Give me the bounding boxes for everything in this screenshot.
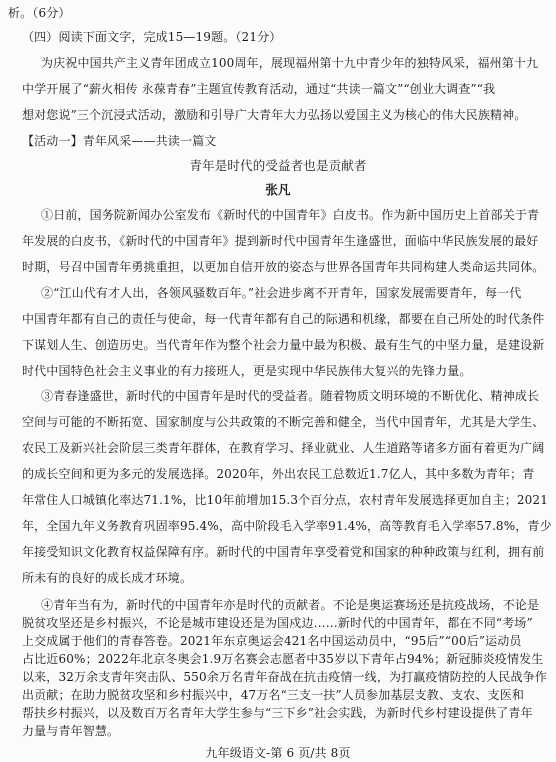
paragraph-4-line-2: 脱贫攻坚还是乡村振兴，不论是城市建设还是为国戍边……新时代的中国青年，都在不同“考场” [22,616,533,630]
paragraph-2-line-1: ②“江山代有才人出，各领风骚数百年。”社会进步离不开青年，国家发展需要青年，每一代 [41,286,522,300]
paragraph-4-line-5: 以来，32万余支青年突击队、550余万名青年奋战在抗击疫情一线，为打赢疫情防控的人民战争作 [22,670,547,684]
paragraph-3-line-1: ③青春逢盛世，新时代的中国青年是时代的受益者。随着物质文明环境的不断优化、精神成长 [41,389,540,403]
paragraph-3-line-4: 的成长空间和更为多元的发展选择。2020年，外出农民工总数近1.7亿人，其中多数为青年；青 [22,467,535,481]
paragraph-3-line-2: 空间与可能的不断拓宽、国家制度与公共政策的不断完善和健全，当代中国青年，尤其是大学生、 [22,415,545,429]
paragraph-4-line-6: 出贡献；在助力脱贫攻坚和乡村振兴中，47万名“三支一扶”人员参加基层支教、支农、支医和 [22,688,524,702]
paragraph-1-line-2: 年发展的白皮书，《新时代的中国青年》提到新时代中国青年生逢盛世，面临中华民族发展的最好 [22,234,539,248]
paragraph-4-line-1: ④青年当有为，新时代的中国青年亦是时代的贡献者。不论是奥运赛场还是抗疫战场，不论是 [41,598,540,612]
paragraph-4-line-7: 帮扶乡村振兴，以及数百万名青年大学生参与“三下乡”社会实践，为新时代乡村建设提供了青年 [22,706,533,720]
intro-line-2: 中学开展了“薪火相传 永葆青春”主题宣传教育活动，通过“共读一篇文”“创业大调查”“我 [22,82,496,96]
article-author: 张凡 [265,182,291,197]
intro-line-1: 为庆祝中国共产主义青年团成立100周年，展现福州第十九中青少年的独特风采，福州第十九 [41,56,539,70]
paragraph-3-line-5: 年常住人口城镇化率达71.1%，比10年前增加15.3个百分点，农村青年发展选择更加自主；2021 [22,493,549,507]
activity-heading: 【活动一】青年风采——共读一篇文 [22,134,217,148]
paragraph-2-line-4: 时代中国特色社会主义事业的有力接班人，更是实现中华民族伟大复兴的先锋力量。 [22,364,472,378]
paragraph-1-line-1: ①日前，国务院新闻办公室发布《新时代的中国青年》白皮书。作为新中国历史上首部关于青 [41,208,540,222]
paragraph-3-line-3: 农民工及新兴社会阶层三类青年群体，在教育学习、择业就业、人生道路等诸多方面有着更为广阔 [22,441,545,455]
paragraph-4-line-4: 占比近60%；2022年北京冬奥会1.9万名赛会志愿者中35岁以下青年占94%；新冠肺炎疫情发生 [22,652,544,666]
section-heading: （四）阅读下面文字，完成15—19题。（21分） [22,30,282,44]
paragraph-2-line-2: 中国青年都有自己的责任与使命，每一代青年都有自己的际遇和机缘，都要在自己所处的时代条件 [22,312,545,326]
paragraph-4-line-8: 力量与青年智慧。 [22,724,120,738]
prev-question-tail: 析。（6分） [8,6,71,20]
paragraph-3-line-6: 年，全国九年义务教育巩固率95.4%，高中阶段毛入学率91.4%，高等教育毛入学率57.8%，青少 [22,519,552,533]
paragraph-1-line-3: 时期，号召中国青年勇挑重担，以更加自信开放的姿态与世界各国青年共同构建人类命运共同体。 [22,260,545,274]
article-title: 青年是时代的受益者也是贡献者 [189,158,367,173]
paragraph-3-line-8: 所未有的良好的成长成才环境。 [22,571,193,585]
paragraph-2-line-3: 下谋划人生、创造历史。当代青年作为整个社会力量中最为积极、最有生气的中坚力量，是建设新 [22,338,545,352]
intro-line-3: 想对您说”三个沉浸式活动，激励和引导广大青年大力弘扬以爱国主义为核心的伟大民族精神。 [22,108,527,122]
page-footer: 九年级语文-第 6 页/共 8页 [205,746,351,760]
paragraph-4-line-3: 上交成属于他们的青春答卷。2021年东京奥运会421名中国运动员中，“95后”“00后”运动员 [22,634,522,648]
paragraph-3-line-7: 年接受知识文化教育权益保障有序。新时代的中国青年享受着党和国家的种种政策与红利，拥有前 [22,545,545,559]
